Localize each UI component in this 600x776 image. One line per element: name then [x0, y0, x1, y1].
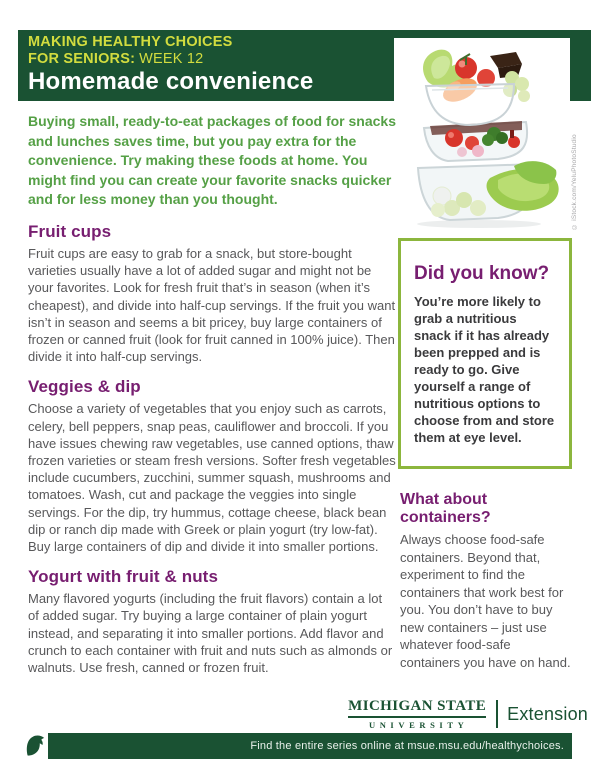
food-containers-photo: [394, 38, 570, 230]
kicker-line1: [28, 34, 232, 51]
kicker-line2: [28, 51, 232, 68]
msu-extension-logo: [348, 698, 588, 730]
photo-stacked-containers: [394, 38, 570, 230]
section-body-yogurt: Many flavored yogurts (including the fruit flavors) contain a lot of added sugar. Try buying a large container of plain yogurt instead, and separating it into smaller portions. Add flavor and crunch to each container with fruit and nuts such as almonds or walnuts. Use fresh, canned or frozen fruit.: [28, 591, 393, 676]
section-fruit-cups: [28, 222, 396, 365]
sidebar: [398, 238, 572, 671]
footer-series-bar: Find the entire series online at msue.msu.edu/healthychoices.: [48, 733, 572, 759]
intro-paragraph: Buying small, ready-to-eat packages of food for snacks and lunches saves time, but you pay extra for the convenience. Try making these foods at home. You might find you can create your favorite snacks quicker and for less money than you thought.: [28, 113, 396, 207]
logo-divider: [496, 700, 498, 728]
spartan-helmet-icon: [25, 731, 46, 759]
section-body-fruit-cups: Fruit cups are easy to grab for a snack, but store-bought varieties usually have a lot of added sugar and might not be your favorites. Look for fresh fruit that’s in season (when it’s cheapest), and divide into half-cup servings. If the fruit you want isn’t in season and seems a bit pricey, buy large containers of frozen or canned fruit (look for fruit canned in 100% juice). Then divide it into half-cup servings.: [28, 246, 396, 365]
page-title: Homemade convenience: [28, 68, 314, 95]
did-you-know-heading: Did you know?: [414, 263, 550, 284]
main-content: [28, 222, 396, 676]
msu-wordmark: [348, 698, 486, 730]
containers-note: [398, 491, 572, 671]
did-you-know-box: [398, 238, 572, 469]
photo-credit: © iStock.com/YeluPhotoStudio: [571, 134, 578, 230]
containers-heading: What about containers?: [400, 491, 491, 526]
msu-wordmark-line2: UNIVERSITY: [368, 720, 469, 730]
header-kicker: [28, 34, 232, 67]
did-you-know-body: You’re more likely to grab a nutritious snack if it has already been prepped and is ready to go. Give yourself a range of nutritious options to choose from and store them at eye level.: [414, 294, 555, 445]
section-yogurt-fruit-nuts: [28, 567, 396, 676]
msu-wordmark-line1: MICHIGAN STATE: [348, 698, 486, 718]
section-veggies-dip: [28, 377, 396, 555]
kicker-line1-text: MAKING HEALTHY CHOICES: [28, 34, 233, 50]
containers-body: Always choose food-safe containers. Beyond that, experiment to find the containers that work best for you. You don’t have to buy new containers – just use whatever food-safe containers you have on hand.: [400, 532, 571, 670]
section-heading-veggies-dip: Veggies & dip: [28, 377, 141, 397]
kicker-week-number: WEEK 12: [139, 50, 204, 67]
section-body-veggies-dip: Choose a variety of vegetables that you enjoy such as carrots, celery, bell peppers, snap peas, cauliflower and broccoli. If you have issues chewing raw vegetables, use canned options, thaw frozen varieties or steam fresh versions. Softer fresh vegetables include cucumbers, zucchini, summer squash, mushrooms and tomatoes. Wash, cut and package the veggies into single servings. For the dip, try hummus, cottage cheese, black bean dip or ranch dip made with Greek or plain yogurt (try low-fat). Buy large containers of dip and divide it into smaller portions.: [28, 401, 396, 555]
section-heading-fruit-cups: Fruit cups: [28, 222, 112, 241]
kicker-series-label: FOR SENIORS:: [28, 50, 136, 67]
section-heading-yogurt: Yogurt with fruit & nuts: [28, 567, 218, 587]
extension-label: Extension: [507, 703, 588, 724]
